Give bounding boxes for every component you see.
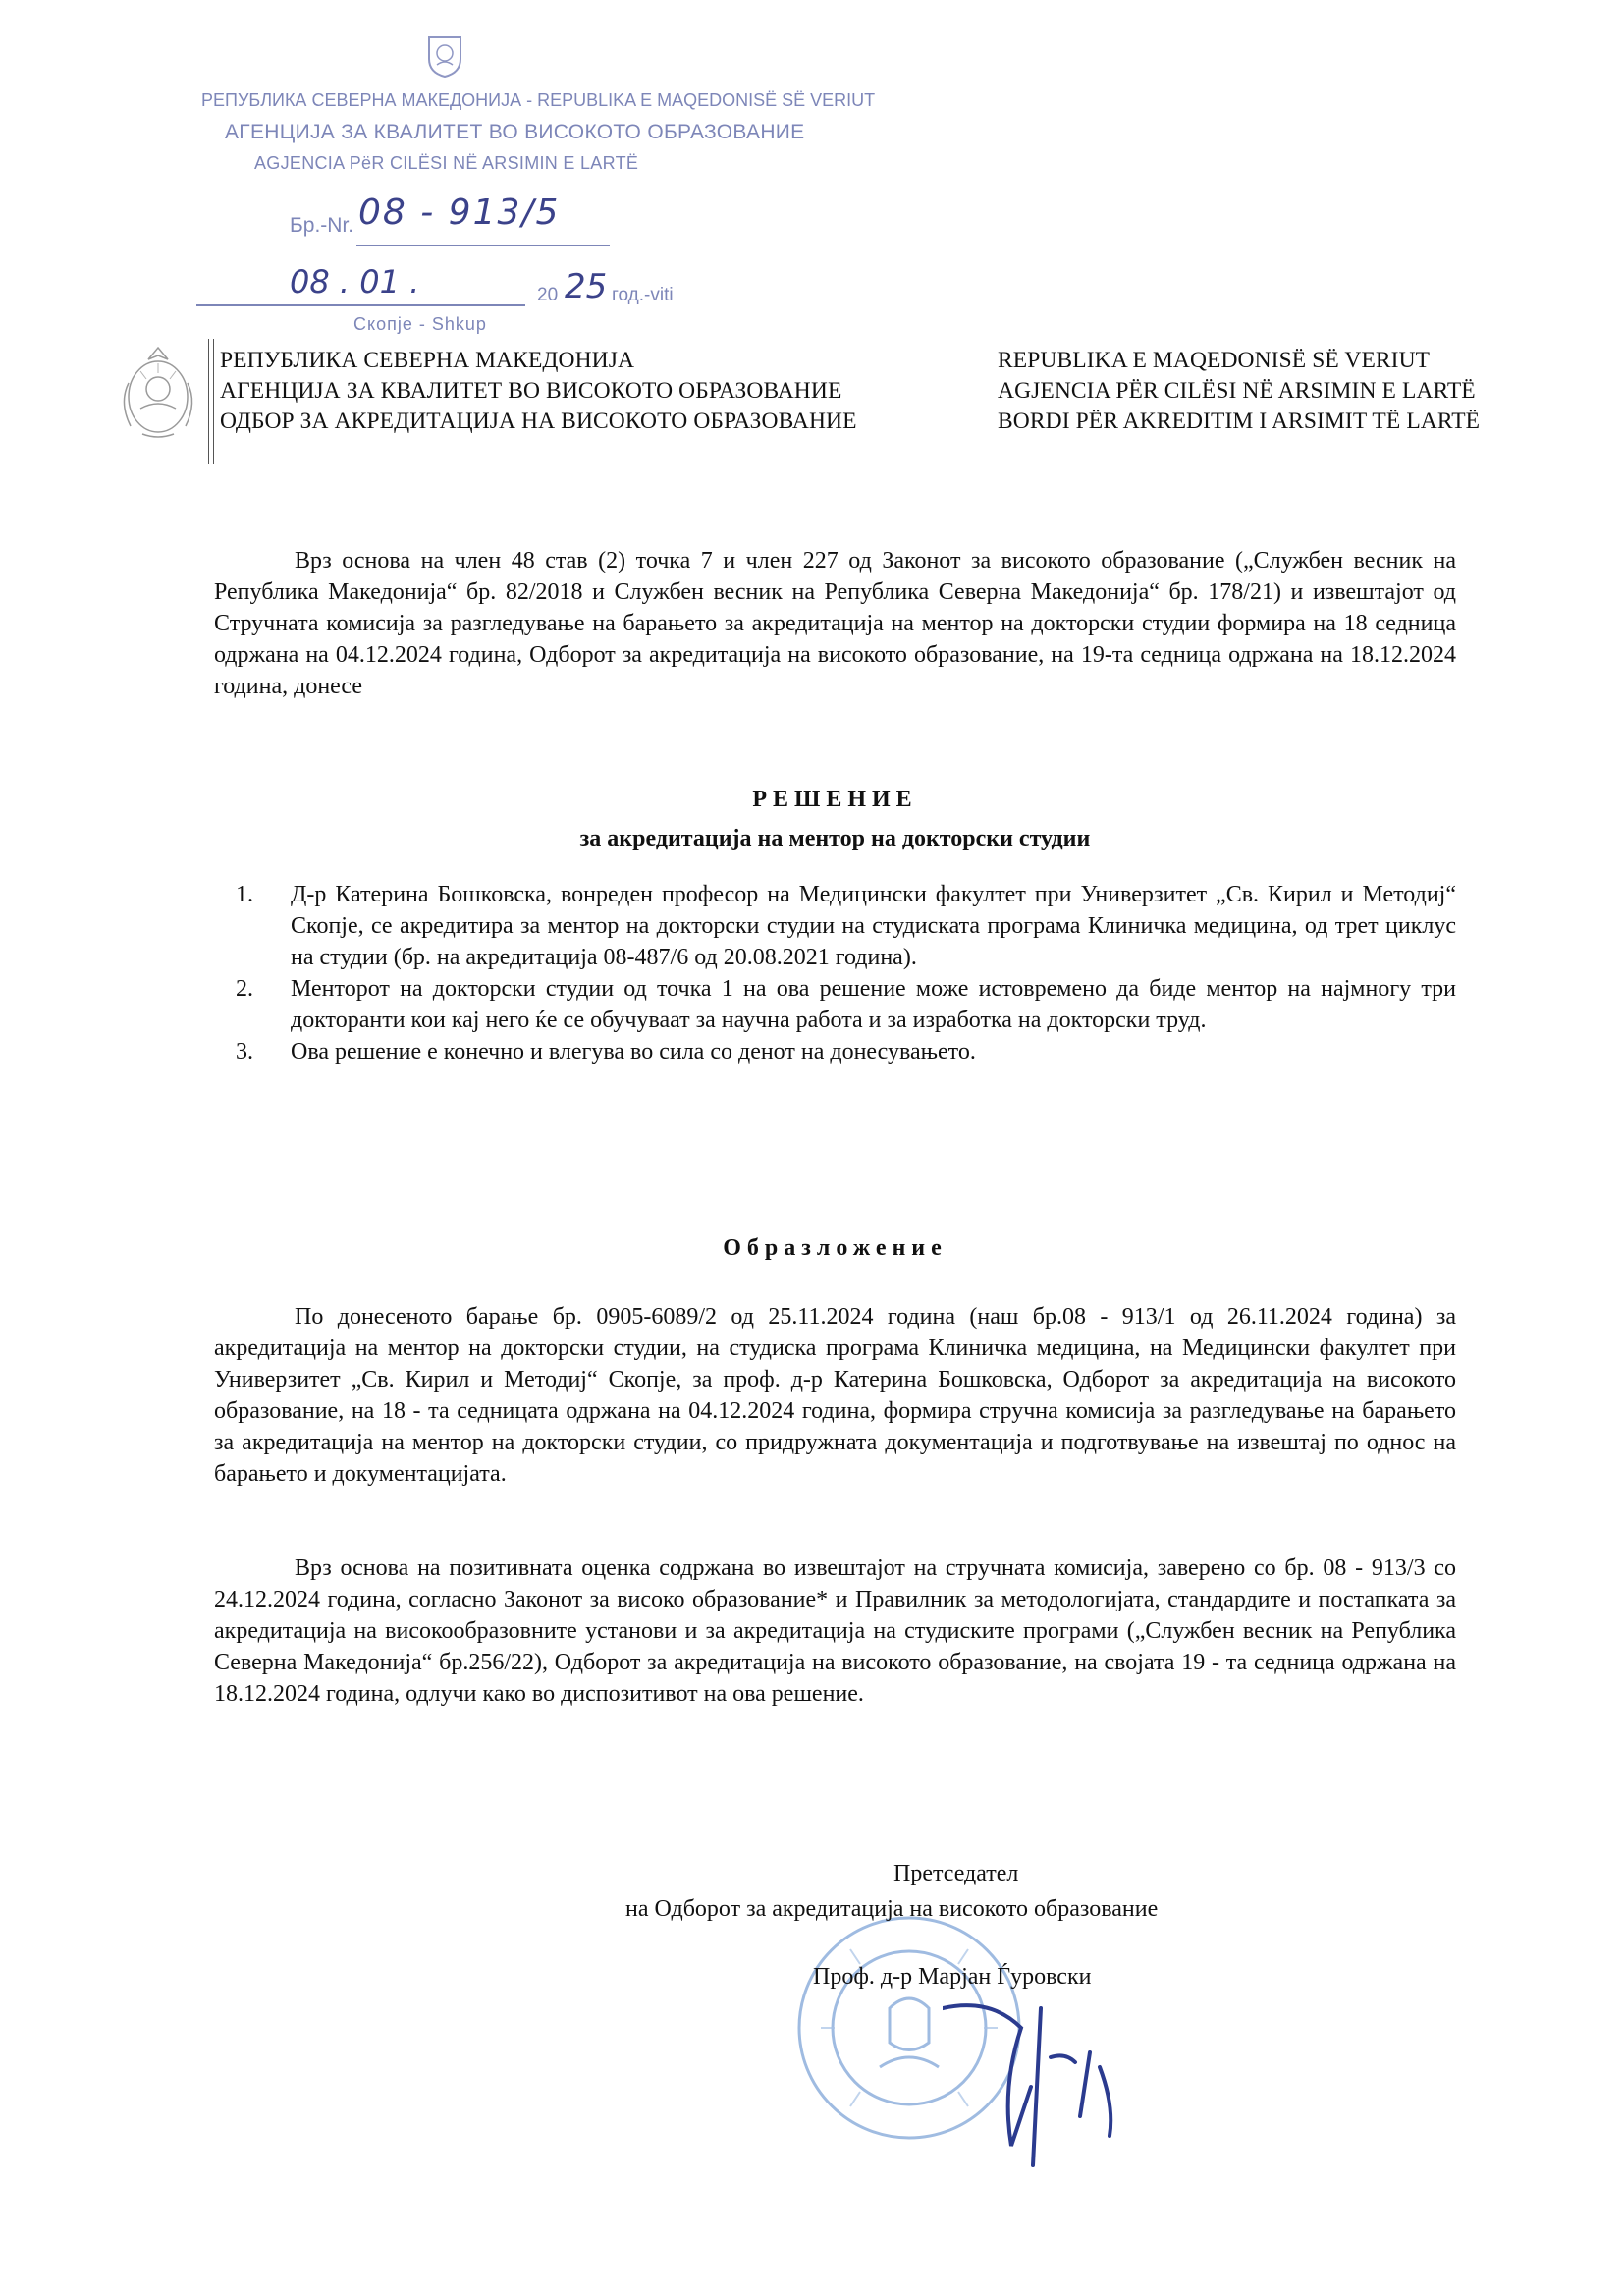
header-left-line-2: АГЕНЦИЈА ЗА КВАЛИТЕТ ВО ВИСОКОТО ОБРАЗОВАНИЕ	[220, 378, 842, 404]
decision-subtitle: за акредитација на ментор на докторски студии	[579, 826, 1091, 851]
decision-item-number: 2.	[236, 976, 253, 1002]
stamp-city: Скопје - Shkup	[353, 314, 487, 334]
decision-item-text: Менторот на докторски студии од точка 1 на ова решение може истовремено да биде ментор на најмногу три докторанти кои кај него ќе се обучуваат за научна работа и за изработка на докторски труд.	[291, 976, 1456, 1033]
stamp-emblem-icon	[425, 33, 464, 79]
rationale-paragraph-2: Врз основа на позитивната оценка содржана во извештајот на стручната комисија, заверено со бр. 08 - 913/3 со 24.12.2024 година, согласно Законот за високо образование* и Правилник за методологијата, стандардите и постапката за акредитација на високообразовните установи и за акредитација на студиските програми („Службен весник на Република Северна Македонија“ бр.256/22), Одборот за акредитација на високото образование, на својата 19 - та седница одржана на 18.12.2024 година, одлучи како во диспозитивот на ова решение.	[214, 1556, 1456, 1707]
header-right-line-2: AGJENCIA PËR CILËSI NË ARSIMIN E LARTË	[998, 378, 1476, 404]
handwritten-signature	[943, 1998, 1139, 2195]
decision-item	[236, 1036, 1456, 1067]
header-right-line-3: BORDI PËR AKREDITIM I ARSIMIT TË LARTË	[998, 409, 1481, 434]
stamp-reg-underline	[356, 245, 610, 246]
intro-paragraph: Врз основа на член 48 став (2) точка 7 и член 227 од Законот за високото образование („Службен весник на Република Македонија“ бр. 82/2018 и Службен весник на Република Северна Македонија“ бр. 178/21) и извештајот од Стручната комисија за разгледување на барањето за акредитација на ментор на докторски студии формира на 18 седница одржана на 04.12.2024 година, Одборот за акредитација на високото образование, на 19-та седница одржана на 18.12.2024 година, донесе	[214, 548, 1456, 699]
rationale-paragraph-1: По донесеното барање бр. 0905-6089/2 од 25.11.2024 година (наш бр.08 - 913/1 од 26.11.2024 година) за акредитација на ментор на докторски студии, на студиска програма Клиничка медицина, на Медицински факултет при Универзитет „Св. Кирил и Методиј“ Скопје, за проф. д-р Катерина Бошковска, Одборот за акредитација на високото образование, на 18 - та седницата одржана на 04.12.2024 година, формира стручна комисија за разгледување на барањето за акредитација на ментор на докторски студии, со придружната документација и подготвување на извештај по однос на барањето и документацијата.	[214, 1304, 1456, 1487]
decision-item-number: 1.	[236, 882, 253, 907]
stamp-year-prefix: 20	[537, 285, 559, 305]
decision-list	[236, 879, 1456, 1067]
registration-stamp	[191, 27, 876, 334]
coat-of-arms-icon	[113, 344, 203, 442]
decision-item	[236, 879, 1456, 973]
signatory-role: Претседател	[893, 1861, 1019, 1886]
header-left-line-1: РЕПУБЛИКА СЕВЕРНА МАКЕДОНИЈА	[220, 348, 635, 373]
decision-title: РЕШЕНИЕ	[752, 787, 918, 812]
stamp-reg-label: Бр.-Nr.	[290, 214, 354, 237]
signatory-name: Проф. д-р Марјан Ѓуровски	[813, 1964, 1092, 1990]
rationale-title: Образложение	[723, 1235, 947, 1261]
stamp-agency-sq-line: AGJENCIA PëR CILËSI NË ARSIMIN E LARTË	[254, 153, 639, 173]
decision-item-text: Ова решение е конечно и влегува во сила со денот на донесувањето.	[291, 1039, 976, 1065]
decision-item-text: Д-р Катерина Бошковска, вонреден професор на Медицински факултет при Универзитет „Св. Кирил и Методиј“ Скопје, се акредитира за ментор на докторски студии на студиската програма Клиничка медицина, од трет циклус на студии (бр. на акредитација 08-487/6 од 20.08.2021 година).	[291, 882, 1456, 970]
header-left-line-3: ОДБОР ЗА АКРЕДИТАЦИЈА НА ВИСОКОТО ОБРАЗОВАНИЕ	[220, 409, 857, 434]
signatory-board: на Одборот за акредитација на високото образование	[625, 1896, 1159, 1922]
stamp-agency-mk-line: АГЕНЦИЈА ЗА КВАЛИТЕТ ВО ВИСОКОТО ОБРАЗОВАНИЕ	[225, 121, 805, 143]
header-right-line-1: REPUBLIKA E MAQEDONISË SË VERIUT	[998, 348, 1431, 373]
header-right	[998, 346, 1480, 437]
stamp-reg-number: 08 - 913/5	[358, 192, 561, 233]
stamp-date: 08 . 01 .	[290, 263, 420, 300]
decision-item	[236, 973, 1456, 1036]
stamp-year-suffix: год.-viti	[612, 285, 674, 305]
stamp-year: 25	[565, 267, 608, 306]
header-divider	[208, 339, 214, 464]
stamp-date-underline	[196, 304, 525, 306]
stamp-country-line: РЕПУБЛИКА СЕВЕРНА МАКЕДОНИЈА - REPUBLIKA E MAQEDONISË SË VERIUT	[201, 90, 876, 110]
header-left	[220, 346, 857, 437]
decision-item-number: 3.	[236, 1039, 253, 1065]
